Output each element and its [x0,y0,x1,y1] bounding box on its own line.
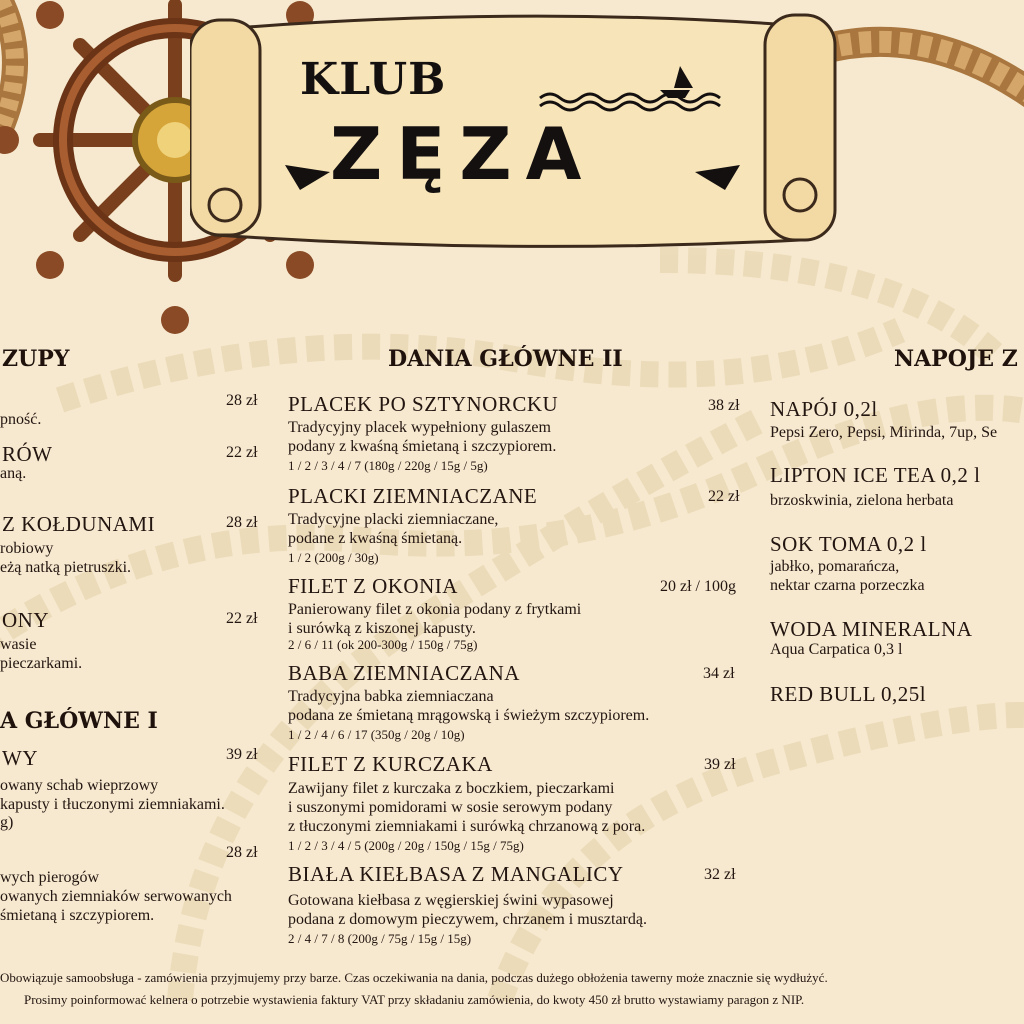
section-title-drinks: NAPOJE Z [894,346,1018,372]
brand-klub: KLUB [300,54,447,105]
section-title-soups: ZUPY [2,346,70,372]
footer-line-1: Obowiązuje samoobsługa - zamówienia przyjmujemy przy barze. Czas oczekiwania na dania, podczas dużego obłożenia tawerny może znacznie się wydłużyć. [0,970,828,985]
footer-line-2: Prosimy poinformować kelnera o potrzebie wystawienia faktury VAT przy składaniu zamówienia, do kwoty 450 zł brutto wystawiamy paragon z NIP. [24,992,805,1007]
rope-icon [820,42,1024,100]
brand-name: ZĘZA [330,112,596,196]
section-title-mains-1: A GŁÓWNE I [0,708,158,734]
section-title-mains-2: DANIA GŁÓWNE II [388,346,623,372]
